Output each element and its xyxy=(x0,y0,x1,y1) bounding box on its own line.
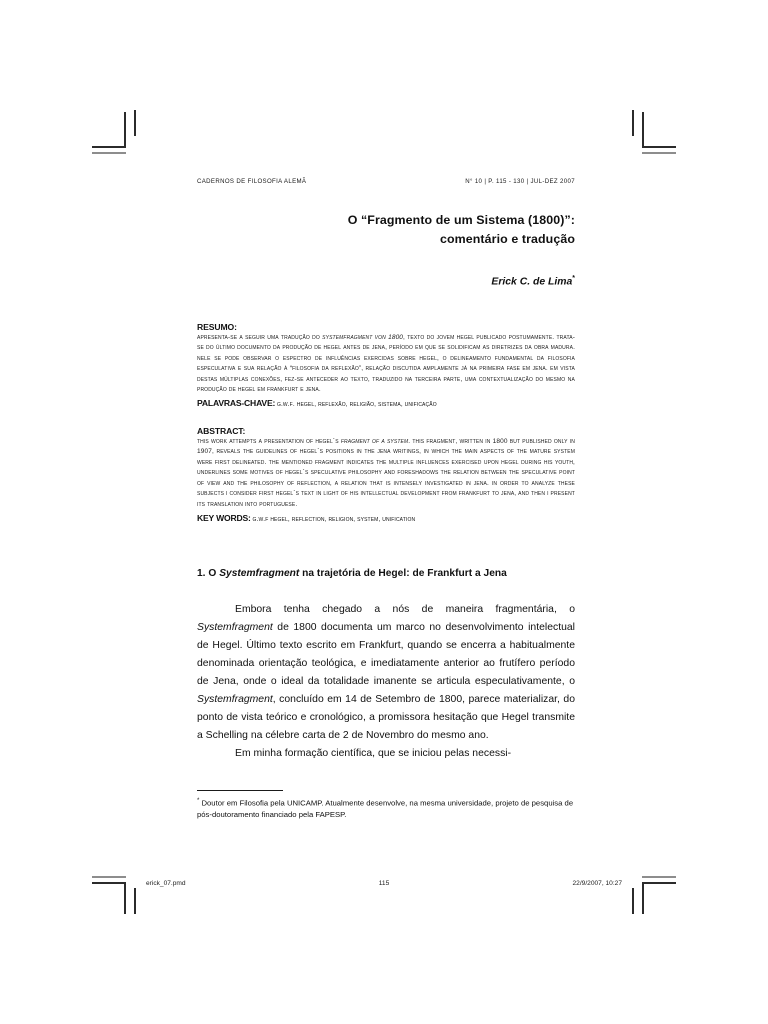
resumo-body xyxy=(197,333,575,396)
footnote-marker: * xyxy=(197,798,200,805)
footer-filename: erick_07.pmd xyxy=(146,880,186,887)
abstract-section xyxy=(197,426,575,525)
resumo-keywords xyxy=(197,397,575,410)
resumo-text: apresenta-se a seguir uma tradução do systemfragment von 1800, texto do jovem hegel publicado postumamente. trata-se do último documento da produção de hegel antes de jena, período em que se solidificam as diretrizes da obra madura. nele se pode observar o espectro de influências exercidas sobre hegel, o delineamento fundamental da filosofia especulativa e sua relação à “filosofia da reflexão”, relação discutida amplamente já na primeira fase em jena. em vista destas múltiplas conexões, fez-se anteceder ao texto, traduzido na terceira parte, uma contextualização do mesmo na produção de hegel em frankfurt e jena. xyxy=(197,333,575,394)
keywords-label-pt: PALAVRAS-CHAVE: xyxy=(197,398,276,408)
keywords-label-en: KEY WORDS: xyxy=(197,512,251,523)
abstract-heading: ABSTRACT: xyxy=(197,425,246,436)
article-title-line2: comentário e tradução xyxy=(440,232,575,247)
article-title xyxy=(197,211,575,249)
section-heading-italic: Systemfragment xyxy=(219,568,300,580)
running-head xyxy=(197,178,575,185)
footnote-text: Doutor em Filosofia pela UNICAMP. Atualmente desenvolve, na mesma universidade, projeto de pesquisa de pós-doutoramento financiado pela FAPESP. xyxy=(197,798,574,820)
footer-page-number: 115 xyxy=(378,880,390,887)
article-author xyxy=(197,275,575,287)
author-name: Erick C. de Lima xyxy=(491,276,573,288)
author-note-marker: * xyxy=(572,275,575,283)
abstract-text: this work attempts a presentation of hegel´s fragment of a system. this fragment, written in 1800 but published only in 1907, reveals the guidelines of hegel´s positions in the jena writings, in which the main aspects of the mature system were first delineated. the mentioned fragment indicates the multiple influences exercised upon hegel during his youth, underlines some motives of hegel´s speculative philosophy and foreshadows the relation between the speculative point of view and the philosophy of reflection, a relation that is intensely investigated in jena. in order to analyze these subjects i consider first hegel´s text in light of his intellectual development from frankfurt to jena, and then i present its translation into portuguese. xyxy=(197,437,575,508)
abstract-body xyxy=(197,437,575,511)
abstract-keywords xyxy=(197,512,575,525)
body-paragraph-2: Em minha formação científica, que se iniciou pelas necessi- xyxy=(235,747,512,759)
keywords-list-en: g.w.f hegel, reflection, religion, system, unification xyxy=(252,515,416,523)
crop-mark-bottom-right xyxy=(630,866,676,912)
section-heading-suffix: na trajetória de Hegel: de Frankfurt a Jena xyxy=(299,568,507,580)
article-title-line1: O “Fragmento de um Sistema (1800)”: xyxy=(347,213,575,227)
section-heading xyxy=(197,568,575,579)
section-heading-prefix: 1. O xyxy=(197,568,220,580)
crop-mark-bottom-left xyxy=(92,866,138,912)
resumo-heading: RESUMO: xyxy=(197,321,237,332)
footer-timestamp: 22/9/2007, 10:27 xyxy=(572,880,622,887)
page-footer xyxy=(146,880,622,887)
footnote-rule xyxy=(197,790,283,791)
crop-mark-top-right xyxy=(630,106,676,152)
footnote xyxy=(197,797,575,820)
resumo-section xyxy=(197,322,575,410)
issue-info: N° 10 | P. 115 - 130 | JUL-DEZ 2007 xyxy=(465,178,575,185)
journal-name: CADERNOS DE FILOSOFIA ALEMÃ xyxy=(197,178,307,185)
crop-mark-top-left xyxy=(92,106,138,152)
body-paragraph-1: Embora tenha chegado a nós de maneira fragmentária, o Systemfragment de 1800 documenta um marco no desenvolvimento intelectual de Hegel. Último texto escrito em Frankfurt, quando se encerra a habitualmente denominada orientação teológica, e imediatamente anterior ao frutífero período de Jena, onde o ideal da totalidade imanente se articula especulativamente, o Systemfragment, concluído em 14 de Setembro de 1800, parece materializar, do ponto de vista teórico e cronológico, a promissora hesitação que Hegel transmite a Schelling na célebre carta de 2 de Novembro do mesmo ano. xyxy=(197,604,575,741)
keywords-list-pt: g.w.f. hegel, reflexão, religião, sistema, unificação xyxy=(276,401,437,408)
article-content xyxy=(197,178,575,820)
section-spacer xyxy=(197,410,575,426)
